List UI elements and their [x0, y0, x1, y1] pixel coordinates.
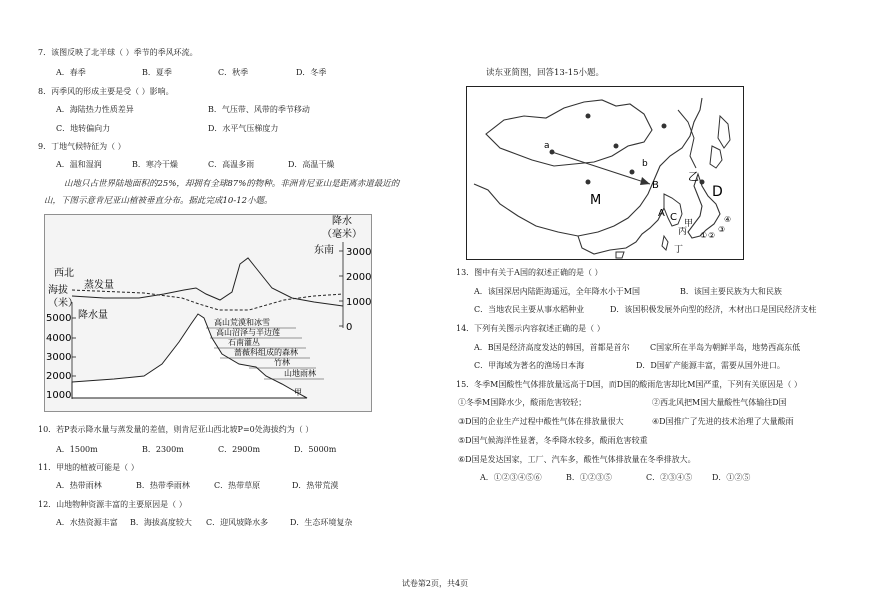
q13-option-b: B．该国主要民族为大和民族	[680, 287, 782, 296]
q7-option-d: D．冬季	[296, 68, 327, 77]
q13-stem: 13．图中有关于A国的叙述正确的是（ ）	[456, 268, 603, 277]
q9-option-b: B．寒冷干燥	[132, 160, 178, 169]
page-footer: 试卷第2页，共4页	[401, 579, 469, 588]
map-label-3: ③	[718, 225, 726, 234]
veg-belt-montane-rainforest: 山地雨林	[284, 369, 316, 378]
q12-option-c: C．迎风坡降水多	[206, 518, 269, 527]
q8-option-c: C．地转偏向力	[56, 124, 111, 133]
q15-item-5: ⑤D国气候海洋性显著，冬季降水较多，酸雨危害较重	[458, 436, 648, 445]
q7-option-a: A．春季	[56, 68, 86, 77]
veg-belt-heath: 石南灌丛	[228, 338, 260, 347]
q7-stem: 7．该图反映了北半球（ ）季节的季风环流。	[38, 48, 198, 57]
map-label-bing: 丙	[678, 227, 688, 237]
map-label-C: C	[670, 212, 677, 223]
precip-axis-title: 降水	[332, 216, 352, 227]
right-tick-0: 0	[346, 322, 353, 333]
q15-item-4: ④D国推广了先进的技术治理了大量酸雨	[652, 417, 794, 426]
q13-option-d: D．该国积极发展外向型的经济，木材出口是国民经济支柱	[610, 305, 817, 314]
q14-option-b: C国家所在半岛为朝鲜半岛，地势西高东低	[650, 343, 801, 352]
map-label-2: ②	[708, 231, 716, 240]
veg-belt-alpine-marsh: 高山沼泽与半边莲	[216, 328, 280, 337]
q14-option-d: D．D国矿产能源丰富，需要从国外进口。	[636, 361, 785, 370]
map-label-4: ④	[724, 215, 732, 224]
q9-stem: 9．丁地气候特征为（ ）	[38, 142, 126, 151]
right-tick-1000: 1000	[346, 297, 372, 308]
q15-stem: 15．冬季M国酸性气体排放量远高于D国，而D国的酸雨危害却比M国严重，下列有关原因是（ ）	[456, 380, 802, 389]
q14-option-c: C．甲海域为著名的渔场日本海	[474, 361, 585, 370]
q10-option-b: B．2300m	[142, 445, 184, 454]
kenya-mountain-figure	[44, 214, 372, 412]
q8-stem: 8．丙季风的形成主要是受（ ）影响。	[38, 87, 174, 96]
map-label-yi: 乙	[688, 170, 699, 183]
veg-belt-rosaceae-forest: 蔷薇科组成的森林	[234, 348, 298, 357]
altitude-axis-title: 海拔	[48, 285, 68, 296]
map-intro: 读东亚简图，回答13-15小题。	[486, 68, 605, 78]
q8-option-a: A．海陆热力性质差异	[56, 105, 134, 114]
q9-option-a: A．温和湿润	[56, 160, 102, 169]
map-label-B: B	[652, 180, 659, 191]
q11-option-b: B．热带季雨林	[136, 481, 190, 490]
map-label-b: b	[642, 159, 648, 169]
q15-option-c: C．②③④⑤	[646, 473, 693, 482]
intro-line-1: 山地只占世界陆地面积的25%，却拥有全球87%的物种。非洲肯尼亚山是距离赤道最近的	[64, 179, 400, 189]
map-label-ding: 丁	[674, 245, 684, 255]
q12-option-d: D．生态环境复杂	[290, 518, 353, 527]
evaporation-label: 蒸发量	[84, 280, 114, 291]
right-tick-2000: 2000	[346, 272, 372, 283]
q10-option-c: C．2900m	[218, 445, 261, 454]
q11-option-c: C．热带草原	[214, 481, 261, 490]
q8-option-d: D．水平气压梯度力	[208, 124, 279, 133]
q15-option-a: A．①②③④⑤⑥	[480, 473, 542, 482]
precip-axis-unit: （毫米）	[322, 229, 362, 240]
q10-option-a: A．1500m	[56, 445, 98, 454]
q15-item-3: ③D国的企业生产过程中酸性气体在排放量很大	[458, 417, 624, 426]
northwest-label: 西北	[54, 268, 74, 279]
point-jia-label: 甲	[294, 388, 302, 397]
q15-item-1: ①冬季M国降水少，酸雨危害较轻；	[458, 398, 587, 407]
map-label-A: A	[658, 208, 665, 219]
precipitation-label: 降水量	[78, 310, 108, 321]
left-tick-4000: 4000	[46, 333, 72, 344]
q11-option-a: A．热带雨林	[56, 481, 102, 490]
q15-option-d: D．①②⑤	[712, 473, 751, 482]
q15-item-6: ⑥D国是发达国家，工厂、汽车多，酸性气体排放量在冬季排放大。	[458, 455, 696, 464]
southeast-label: 东南	[314, 245, 334, 256]
q11-option-d: D．热带荒漠	[292, 481, 339, 490]
q10-stem: 10．若P表示降水量与蒸发量的差值，则肯尼亚山西北坡P=0处海拔约为（ ）	[38, 425, 314, 434]
q15-item-2: ②西北风把M国大量酸性气体输往D国	[652, 398, 787, 407]
left-tick-1000: 1000	[46, 390, 72, 401]
q9-option-d: D．高温干燥	[288, 160, 335, 169]
q7-option-c: C．秋季	[218, 68, 249, 77]
map-label-1: ①	[700, 231, 708, 240]
veg-belt-alpine-desert: 高山荒漠和冰雪	[214, 318, 270, 327]
q7-option-b: B．夏季	[142, 68, 172, 77]
q14-option-a: A．B国是经济高度发达的韩国，首都是首尔	[474, 343, 630, 352]
q14-stem: 14．下列有关图示内容叙述正确的是（ ）	[456, 324, 605, 333]
q12-option-a: A．水热资源丰富	[56, 518, 118, 527]
map-label-M: M	[590, 193, 602, 208]
left-tick-3000: 3000	[46, 352, 72, 363]
q13-option-c: C．当地农民主要从事水稻种业	[474, 305, 585, 314]
q12-stem: 12．山地物种资源丰富的主要原因是（ ）	[38, 500, 187, 509]
q12-option-b: B．海拔高度较大	[130, 518, 192, 527]
left-tick-5000: 5000	[46, 313, 72, 324]
q9-option-c: C．高温多雨	[208, 160, 255, 169]
left-tick-2000: 2000	[46, 371, 72, 382]
veg-belt-bamboo: 竹林	[274, 358, 290, 367]
right-tick-3000: 3000	[346, 247, 372, 258]
map-label-a: a	[544, 141, 550, 151]
q13-option-a: A．该国深居内陆距海遥远，全年降水小于M国	[474, 287, 640, 296]
altitude-axis-unit: （米）	[48, 298, 78, 309]
q10-option-d: D．5000m	[294, 445, 337, 454]
q8-option-b: B．气压带、风带的季节移动	[208, 105, 310, 114]
east-asia-map	[466, 86, 744, 260]
q11-stem: 11．甲地的植被可能是（ ）	[38, 463, 139, 472]
q15-option-b: B．①②③⑤	[566, 473, 612, 482]
map-label-jia: 甲	[684, 219, 694, 229]
map-label-D: D	[712, 184, 723, 200]
intro-line-2: 山，下图示意肯尼亚山植被垂直分布。据此完成10-12小题。	[44, 196, 273, 206]
